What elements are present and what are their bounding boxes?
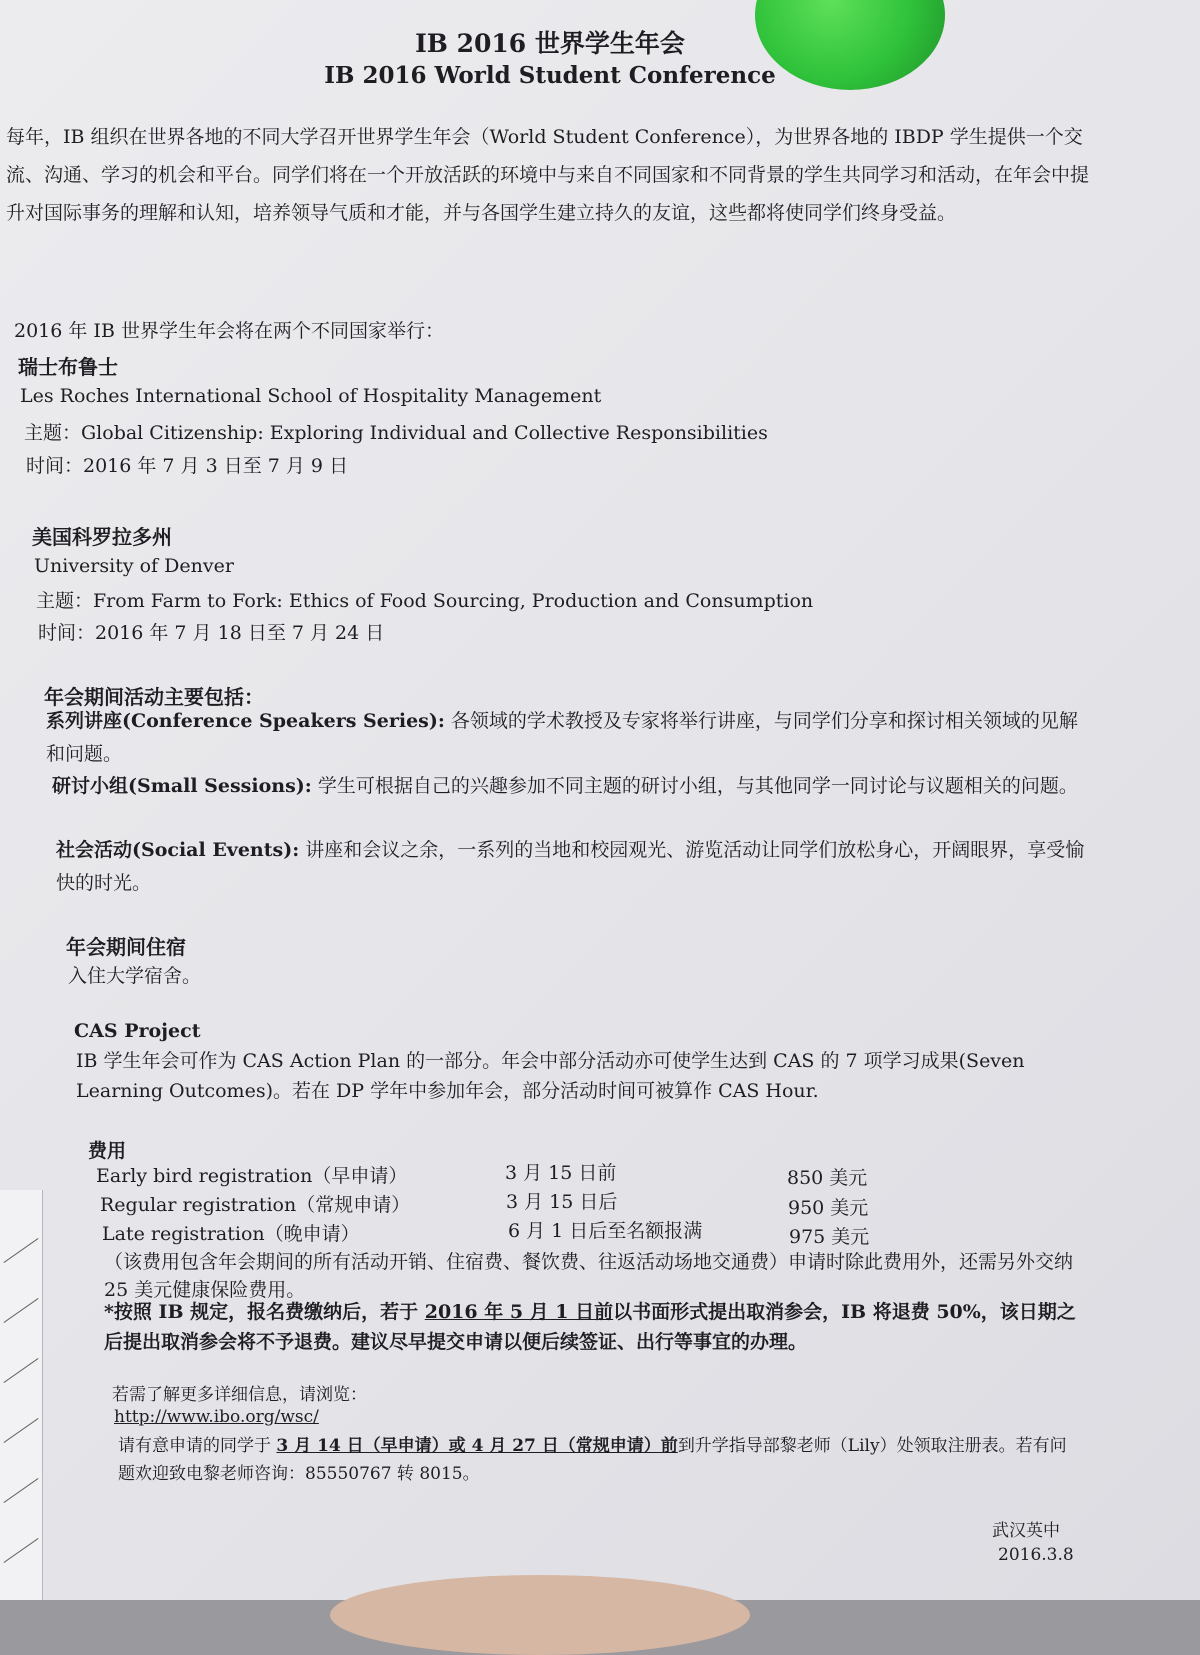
fee-type: Early bird registration（早申请） [96, 1165, 408, 1187]
fee-deadline: 6 月 1 日后至名额报满 [508, 1220, 703, 1242]
activity-text: 各领域的学术教授及专家将举行讲座，与同学们分享和探讨相关领域的见解和问题。 [46, 710, 1078, 765]
refund-deadline: 2016 年 5 月 1 日前 [424, 1301, 614, 1323]
refund-text: *按照 IB 规定，报名费缴纳后，若于 [104, 1301, 425, 1323]
cas-text: IB 学生年会可作为 CAS Action Plan 的一部分。年会中部分活动亦可使学生达到 CAS 的 7 项学习成果(Seven Learning Outcomes)。若在 DP 学年中参加年会，部分活动时间可被算作 CAS Hour. [76, 1050, 1025, 1102]
venue2-school: University of Denver [34, 555, 234, 577]
fees-heading: 费用 [88, 1140, 127, 1162]
activity-item [52, 770, 1097, 803]
activities-heading: 年会期间活动主要包括： [44, 685, 264, 709]
apply-instructions [118, 1432, 1083, 1488]
fee-price: 950 美元 [788, 1197, 869, 1219]
title-english: IB 2016 World Student Conference [324, 62, 776, 89]
fee-price: 850 美元 [787, 1167, 868, 1189]
fee-price: 975 美元 [789, 1226, 870, 1248]
venue1-time: 时间：2016 年 7 月 3 日至 7 月 9 日 [26, 455, 349, 477]
venue2-country: 美国科罗拉多州 [32, 525, 172, 549]
apply-text: 到升学指导部黎老师（Lily）处领取注册表。若有问题欢迎致电黎老师咨询：85550767 转 8015。 [118, 1436, 1067, 1484]
background-paper [0, 1190, 43, 1600]
venue1-country: 瑞士布鲁士 [18, 355, 118, 379]
activity-label: 研讨小组(Small Sessions): [52, 775, 312, 797]
ibo-wsc-link[interactable]: http://www.ibo.org/wsc/ [114, 1407, 319, 1427]
fee-deadline: 3 月 15 日后 [506, 1191, 618, 1213]
more-info-link-row [114, 1407, 319, 1427]
activity-label: 社会活动(Social Events): [56, 839, 300, 861]
signature-date: 2016.3.8 [998, 1545, 1074, 1565]
activity-item [46, 705, 1096, 771]
apply-dates: 3 月 14 日（早申请）或 4 月 27 日（常规申请）前 [276, 1436, 678, 1456]
fee-type: Late registration（晚申请） [102, 1223, 360, 1245]
activity-item [56, 834, 1098, 900]
intro-paragraph: 每年，IB 组织在世界各地的不同大学召开世界学生年会（World Student Conference），为世界各地的 IBDP 学生提供一个交流、沟通、学习的机会和平台。同学们将在一个开放活跃的环境中与来自不同国家和不同背景的学生共同学习和活动，在年会中提升对国际事务的理解和认知，培养领导气质和才能，并与各国学生建立持久的友谊，这些都将使同学们终身受益。 [6, 126, 1090, 224]
accommodation-heading: 年会期间住宿 [66, 935, 186, 959]
venue2-theme: 主题：From Farm to Fork: Ethics of Food Sourcing, Production and Consumption [36, 590, 814, 612]
venue1-school: Les Roches International School of Hospitality Management [20, 385, 602, 407]
apply-text: 请有意申请的同学于 [118, 1436, 277, 1456]
finger [330, 1575, 750, 1655]
cas-heading: CAS Project [74, 1020, 201, 1042]
accommodation-text: 入住大学宿舍。 [68, 965, 202, 987]
fees-note: （该费用包含年会期间的所有活动开销、住宿费、餐饮费、往返活动场地交通费）申请时除此费用外，还需另外交纳 25 美元健康保险费用。 [104, 1251, 1074, 1301]
fee-deadline: 3 月 15 日前 [505, 1162, 617, 1184]
refund-policy [104, 1297, 1089, 1357]
title-chinese: IB 2016 世界学生年会 [415, 29, 685, 58]
more-info-label: 若需了解更多详细信息，请浏览： [112, 1385, 367, 1405]
venue1-theme: 主题：Global Citizenship: Exploring Individual and Collective Responsibilities [24, 422, 768, 444]
refund-text: 以书面形式提出取消参会，IB 将退费 50%，该日期之后提出取消参会将不予退费。建议尽早提交申请以便后续签证、出行等事宜的办理。 [104, 1301, 1076, 1353]
signature-org: 武汉英中 [992, 1521, 1060, 1541]
activity-text: 讲座和会议之余，一系列的当地和校园观光、游览活动让同学们放松身心，开阔眼界，享受愉快的时光。 [56, 839, 1085, 894]
activity-text: 学生可根据自己的兴趣参加不同主题的研讨小组，与其他同学一同讨论与议题相关的问题。 [311, 775, 1078, 797]
activity-label: 系列讲座(Conference Speakers Series): [46, 710, 445, 732]
venues-intro: 2016 年 IB 世界学生年会将在两个不同国家举行： [14, 320, 444, 342]
fee-type: Regular registration（常规申请） [100, 1194, 411, 1216]
venue2-time: 时间：2016 年 7 月 18 日至 7 月 24 日 [38, 622, 385, 644]
